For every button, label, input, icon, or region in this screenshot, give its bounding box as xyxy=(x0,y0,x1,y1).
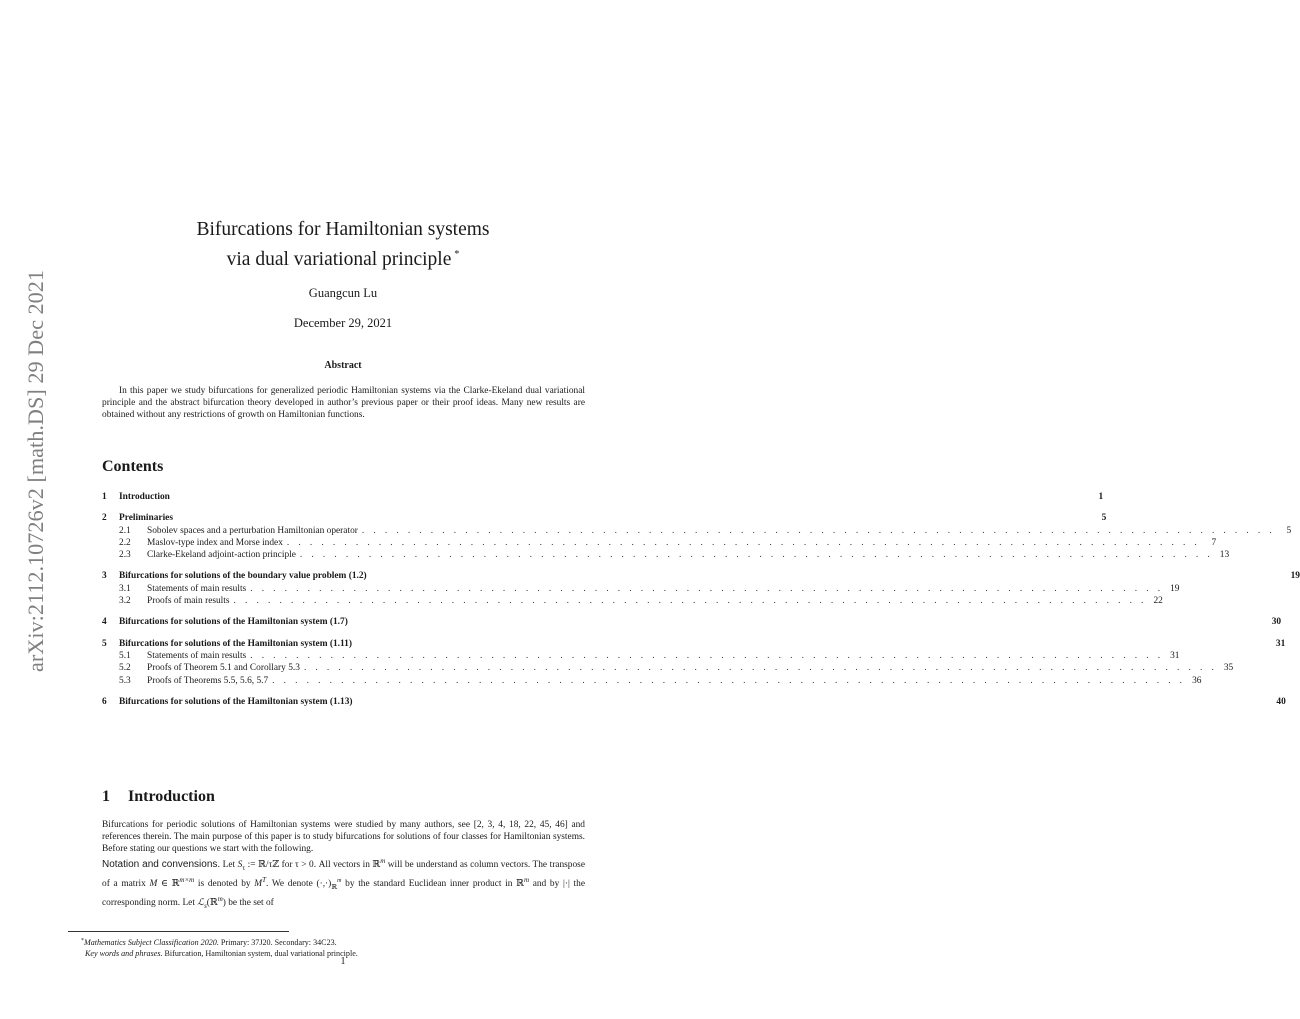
toc-entry-number: 5.3 xyxy=(119,675,131,686)
toc-entry-number: 5 xyxy=(102,638,107,649)
introduction-title: Introduction xyxy=(128,788,215,805)
toc-subsection-2-1[interactable] xyxy=(102,525,1292,537)
toc-entry-page: 7 xyxy=(1211,537,1217,548)
toc-entry-number: 3.2 xyxy=(119,596,131,607)
toc-section-4[interactable] xyxy=(102,616,1282,628)
toc-entry-number: 6 xyxy=(102,696,107,707)
toc-subsection-5-2[interactable] xyxy=(102,662,1234,674)
toc-entry-page: 19 xyxy=(1170,583,1180,594)
contents-heading: Contents xyxy=(102,458,164,475)
toc-entry-title: Maslov-type index and Morse index xyxy=(147,537,283,548)
paper-title-line-1: Bifurcations for Hamiltonian systems xyxy=(196,219,490,240)
paper-date: December 29, 2021 xyxy=(293,316,393,330)
toc-entry-number: 2 xyxy=(102,513,107,524)
toc-section-3[interactable] xyxy=(102,570,1300,582)
toc-entry-title: Sobolev spaces and a perturbation Hamiltonian operator xyxy=(147,525,358,536)
toc-entry-page: 1 xyxy=(1098,492,1104,502)
footnote-msc-text: Primary: 37J20. Secondary: 34C23. xyxy=(218,938,337,947)
author-name: Guangcun Lu xyxy=(308,286,378,300)
paper-title xyxy=(0,217,686,272)
abstract-heading: Abstract xyxy=(324,360,362,371)
toc-entry-title: Clarke-Ekeland adjoint-action principle xyxy=(147,550,296,561)
toc-dot-leader: . . . . . . . . . . . . . . . . . . . . . . . . . . . . . . . . . . . . . . . . . . . . . . . . . . . . . . . . . . . . . . . . . . . . . . . . . . . . . . . . xyxy=(299,550,1214,561)
toc-dot-leader: . . . . . . . . . . . . . . . . . . . . . . . . . . . . . . . . . . . . . . . . . . . . . . . . . . . . . . . . . . . . . . . . . . . . . . . . . . . . . . . . xyxy=(303,663,1218,674)
toc-entry-page: 30 xyxy=(1271,617,1282,628)
notation-seg-9: is denoted by xyxy=(194,878,255,889)
toc-subsection-5-3[interactable] xyxy=(102,675,1202,687)
toc-entry-number: 3.1 xyxy=(119,583,131,594)
toc-dot-leader: . . . . . . . . . . . . . . . . . . . . . . . . . . . . . . . . . . . . . . . . . . . . . . . . . . . . . . . . . . . . . . . . . . . . . . . . . . . . . . . . xyxy=(250,583,1164,594)
notation-seg-15: by the standard Euclidean inner product in ℝ xyxy=(341,878,524,889)
notation-seg-16: m xyxy=(523,875,530,884)
footnote-keywords-text: Bifurcation, Hamiltonian system, dual variational principle. xyxy=(162,949,358,958)
toc-subsection-5-1[interactable] xyxy=(102,650,1180,662)
toc-entry-title: Proofs of Theorem 5.1 and Corollary 5.3 xyxy=(147,663,300,674)
toc-entry-number: 2.1 xyxy=(119,525,131,536)
footnote-msc-label: Mathematics Subject Classification 2020. xyxy=(84,938,219,947)
toc-entry-number: 3 xyxy=(102,571,107,582)
toc-entry-page: 36 xyxy=(1192,675,1202,686)
toc-entry-number: 2.2 xyxy=(119,537,131,548)
introduction-number: 1 xyxy=(102,788,110,805)
toc-entry-title: Introduction xyxy=(119,492,170,502)
toc-entry-page: 35 xyxy=(1223,663,1234,674)
paper-title-line-2-text: via dual variational principle xyxy=(226,249,452,270)
title-footnote-marker: * xyxy=(454,249,460,260)
abstract-body: In this paper we study bifurcations for generalized periodic Hamiltonian systems via the Clarke-Ekeland dual variational principle and the abstract bifurcation theory developed in author’s previous paper or their proof ideas. Many new results are obtained without any restrictions of growth on Hamiltonian functions. xyxy=(102,386,585,420)
notation-seg-1: S xyxy=(237,859,243,870)
toc-subsection-3-2[interactable] xyxy=(102,595,1163,607)
notation-seg-10: M xyxy=(254,878,263,889)
toc-entry-number: 4 xyxy=(102,617,107,628)
arxiv-identifier-text: arXiv:2112.10726v2 [math.DS] 29 Dec 2021 xyxy=(23,274,48,672)
toc-entry-page: 5 xyxy=(1286,525,1292,536)
introduction-heading xyxy=(102,788,215,806)
toc-entry-title: Statements of main results xyxy=(147,583,247,594)
introduction-body xyxy=(102,820,585,912)
footnote-rule xyxy=(68,931,289,932)
footnote-msc xyxy=(81,936,591,948)
toc-entry-title: Proofs of Theorems 5.5, 5.6, 5.7 xyxy=(147,675,269,686)
toc-entry-page: 19 xyxy=(1290,571,1300,582)
introduction-paragraph-1: Bifurcations for periodic solutions of Hamiltonian systems were studied by many authors, see [2, 3, 4, 18, 22, 45, 46] and references therein. The main purpose of this paper is to study bifurcations for solutions of four classes for Hamiltonian systems. Before stating our questions we start with the following. xyxy=(102,820,585,854)
notation-seg-7: ∈ ℝ xyxy=(157,878,180,889)
toc-entry-title: Bifurcations for solutions of the boundary value problem (1.2) xyxy=(119,571,367,582)
toc-entry-title: Proofs of main results xyxy=(147,596,230,607)
notation-seg-21: m xyxy=(217,894,223,903)
notation-seg-5: will be understand as column vectors. The transpose of a matrix xyxy=(102,859,585,889)
notation-seg-12: . We denote (·,·) xyxy=(265,878,332,889)
toc-dot-leader: . . . . . . . . . . . . . . . . . . . . . . . . . . . . . . . . . . . . . . . . . . . . . . . . . . . . . . . . . . . . . . . . . . . . . . . . . . . . . . . . xyxy=(233,596,1147,607)
notation-seg-8: m×m xyxy=(179,875,195,884)
table-of-contents xyxy=(102,491,1300,708)
footnote-marker: * xyxy=(81,938,84,944)
toc-subsection-3-1[interactable] xyxy=(102,583,1180,595)
toc-dot-leader: . . . . . . . . . . . . . . . . . . . . . . . . . . . . . . . . . . . . . . . . . . . . . . . . . . . . . . . . . . . . . . . . . . . . . . . . . . . . . . . . xyxy=(250,650,1164,661)
toc-dot-leader: . . . . . . . . . . . . . . . . . . . . . . . . . . . . . . . . . . . . . . . . . . . . . . . . . . . . . . . . . . . . . . . . . . . . . . . . . . . . . . . . xyxy=(286,537,1201,548)
toc-subsection-2-3[interactable] xyxy=(102,549,1230,561)
paper-title-line-2 xyxy=(0,242,686,272)
toc-subsection-2-2[interactable] xyxy=(102,537,1217,549)
notation-paragraph xyxy=(102,856,585,913)
toc-entry-page: 22 xyxy=(1153,596,1163,607)
notation-seg-0: Let xyxy=(222,859,238,870)
toc-entry-title: Preliminaries xyxy=(119,513,173,524)
toc-entry-title: Bifurcations for solutions of the Hamiltonian system (1.11) xyxy=(119,638,352,649)
toc-entry-number: 5.2 xyxy=(119,663,131,674)
notation-seg-22: ) be the set of xyxy=(222,897,274,908)
notation-seg-14: m xyxy=(337,877,342,884)
toc-entry-title: Bifurcations for solutions of the Hamiltonian system (1.7) xyxy=(119,617,348,628)
toc-section-2[interactable] xyxy=(102,512,1107,524)
toc-entry-page: 31 xyxy=(1170,650,1180,661)
toc-entry-number: 5.1 xyxy=(119,650,131,661)
toc-entry-title: Statements of main results xyxy=(147,650,247,661)
toc-entry-page: 5 xyxy=(1101,513,1107,524)
notation-seg-3: := ℝ/τℤ for τ > 0. All vectors in ℝ xyxy=(245,859,381,870)
toc-section-5[interactable] xyxy=(102,638,1286,650)
page-number: 1 xyxy=(340,956,346,967)
notation-seg-6: M xyxy=(149,878,158,889)
toc-section-1[interactable] xyxy=(102,491,1104,503)
toc-entry-number: 2.3 xyxy=(119,550,131,561)
notation-seg-19: s xyxy=(204,901,207,910)
notation-seg-4: m xyxy=(380,856,386,865)
toc-entry-page: 13 xyxy=(1219,550,1230,561)
toc-dot-leader: . . . . . . . . . . . . . . . . . . . . . . . . . . . . . . . . . . . . . . . . . . . . . . . . . . . . . . . . . . . . . . . . . . . . . . . . . . . . . . . . xyxy=(272,675,1186,686)
notation-seg-17: and by |·| the corresponding norm. Let xyxy=(102,878,585,908)
notation-label: Notation and convensions. xyxy=(102,858,221,870)
notation-seg-18: ℒ xyxy=(197,897,205,908)
footnote-keywords-label: Key words and phrases. xyxy=(85,949,163,958)
toc-entry-page: 31 xyxy=(1275,638,1286,649)
toc-entry-page: 40 xyxy=(1276,696,1286,707)
notation-seg-11: T xyxy=(262,875,266,884)
toc-dot-leader: . . . . . . . . . . . . . . . . . . . . . . . . . . . . . . . . . . . . . . . . . . . . . . . . . . . . . . . . . . . . . . . . . . . . . . . . . . . . . . . . xyxy=(361,525,1276,536)
toc-entry-title: Bifurcations for solutions of the Hamiltonian system (1.13) xyxy=(119,696,353,707)
notation-seg-13: ℝ xyxy=(331,882,338,891)
notation-seg-2: τ xyxy=(242,863,246,872)
toc-section-6[interactable] xyxy=(102,696,1286,708)
notation-seg-20: (ℝ xyxy=(206,897,218,908)
toc-entry-number: 1 xyxy=(102,492,107,502)
